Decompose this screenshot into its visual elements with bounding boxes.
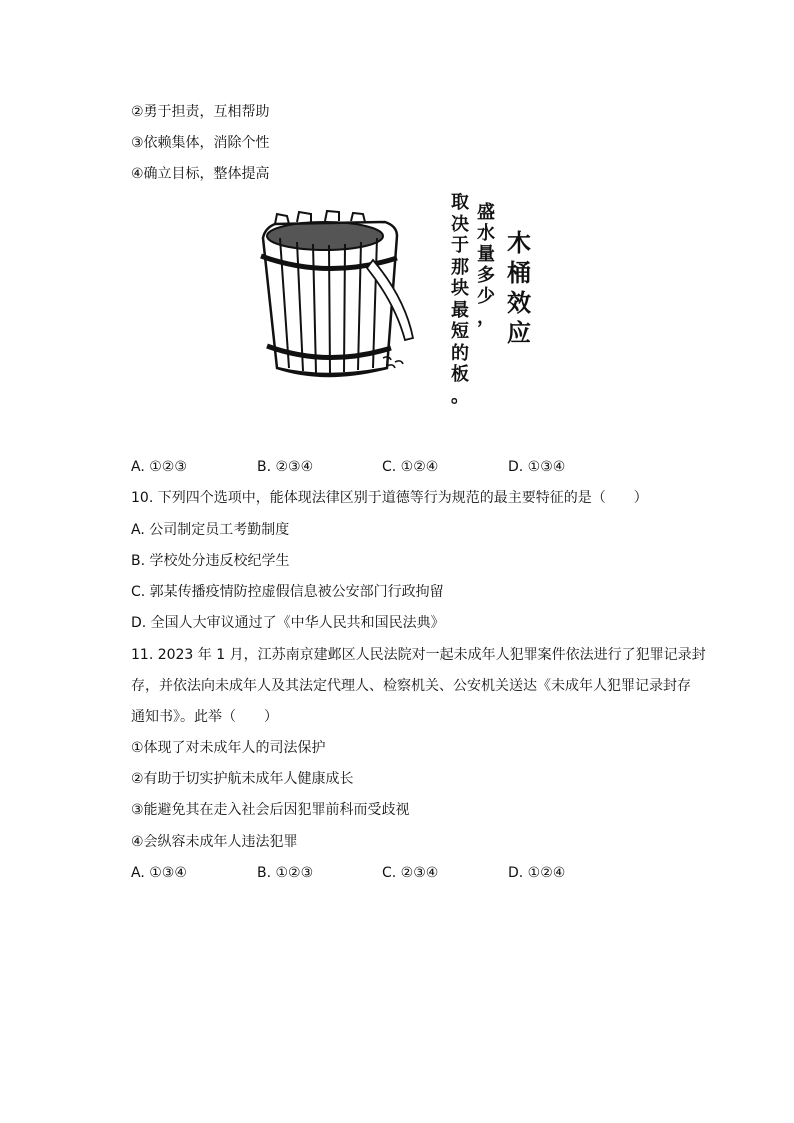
q9-option-a[interactable]: A. ①②③ [131,459,187,475]
q9-option-d[interactable]: D. ①③④ [508,459,566,475]
caption-char: 多 [477,265,495,286]
caption-char: 盛 [477,202,495,223]
caption-char: 决 [451,213,469,235]
caption-char: 桶 [507,259,531,287]
figure-caption-b [451,192,469,407]
caption-char: ， [477,307,495,328]
caption-char: 量 [477,244,495,265]
q10-stem: 10. 下列四个选项中，能体现法律区别于道德等行为规范的最主要特征的是（ ） [131,490,648,506]
caption-char: 效 [507,289,531,317]
caption-char: 少 [477,286,495,307]
caption-char: 。 [451,385,469,407]
q11-option-d[interactable]: D. ①②④ [508,865,566,881]
q10-choice-b[interactable]: B. 学校处分违反校纪学生 [131,553,290,569]
q10-choice-a[interactable]: A. 公司制定员工考勤制度 [131,522,290,538]
q11-item-1: ①体现了对未成年人的司法保护 [131,740,326,756]
figure-caption-a [477,202,495,328]
caption-char: 块 [451,278,469,299]
q10-choice-c[interactable]: C. 郭某传播疫情防控虚假信息被公安部门行政拘留 [131,584,444,600]
statement-item-3: ③依赖集体，消除个性 [131,135,270,151]
figure-title [507,228,531,348]
caption-char: 那 [451,256,469,278]
caption-char: 木 [507,229,531,257]
q11-option-b[interactable]: B. ①②③ [257,865,314,881]
bucket-effect-figure [255,188,555,428]
q11-option-c[interactable]: C. ②③④ [382,865,439,881]
q11-option-a[interactable]: A. ①③④ [131,865,187,881]
q11-item-2: ②有助于切实护航未成年人健康成长 [131,771,354,787]
q9-option-b[interactable]: B. ②③④ [257,459,314,475]
q10-choice-d[interactable]: D. 全国人大审议通过了《中华人民共和国民法典》 [131,615,445,631]
caption-char: 最 [451,299,469,321]
caption-char: 水 [477,223,495,244]
caption-char: 取 [451,192,469,213]
caption-char: 板 [451,364,469,385]
caption-char: 于 [451,235,469,256]
q11-stem-line-2: 存，并依法向未成年人及其法定代理人、检察机关、公安机关送达《未成年人犯罪记录封存 [131,678,691,694]
q11-item-4: ④会纵容未成年人违法犯罪 [131,834,298,850]
statement-item-2: ②勇于担责，互相帮助 [131,104,270,120]
statement-item-4: ④确立目标，整体提高 [131,166,270,182]
wooden-bucket-illustration [255,208,445,393]
q11-stem-line-1: 11. 2023 年 1 月，江苏南京建邺区人民法院对一起未成年人犯罪案件依法进行了犯罪记录封 [131,647,706,663]
caption-char: 的 [451,342,469,364]
caption-char: 应 [507,319,531,347]
q11-item-3: ③能避免其在走入社会后因犯罪前科而受歧视 [131,802,410,818]
q11-stem-line-3: 通知书》。此举（ ） [131,709,278,725]
caption-char: 短 [451,321,469,342]
q9-option-c[interactable]: C. ①②④ [382,459,439,475]
